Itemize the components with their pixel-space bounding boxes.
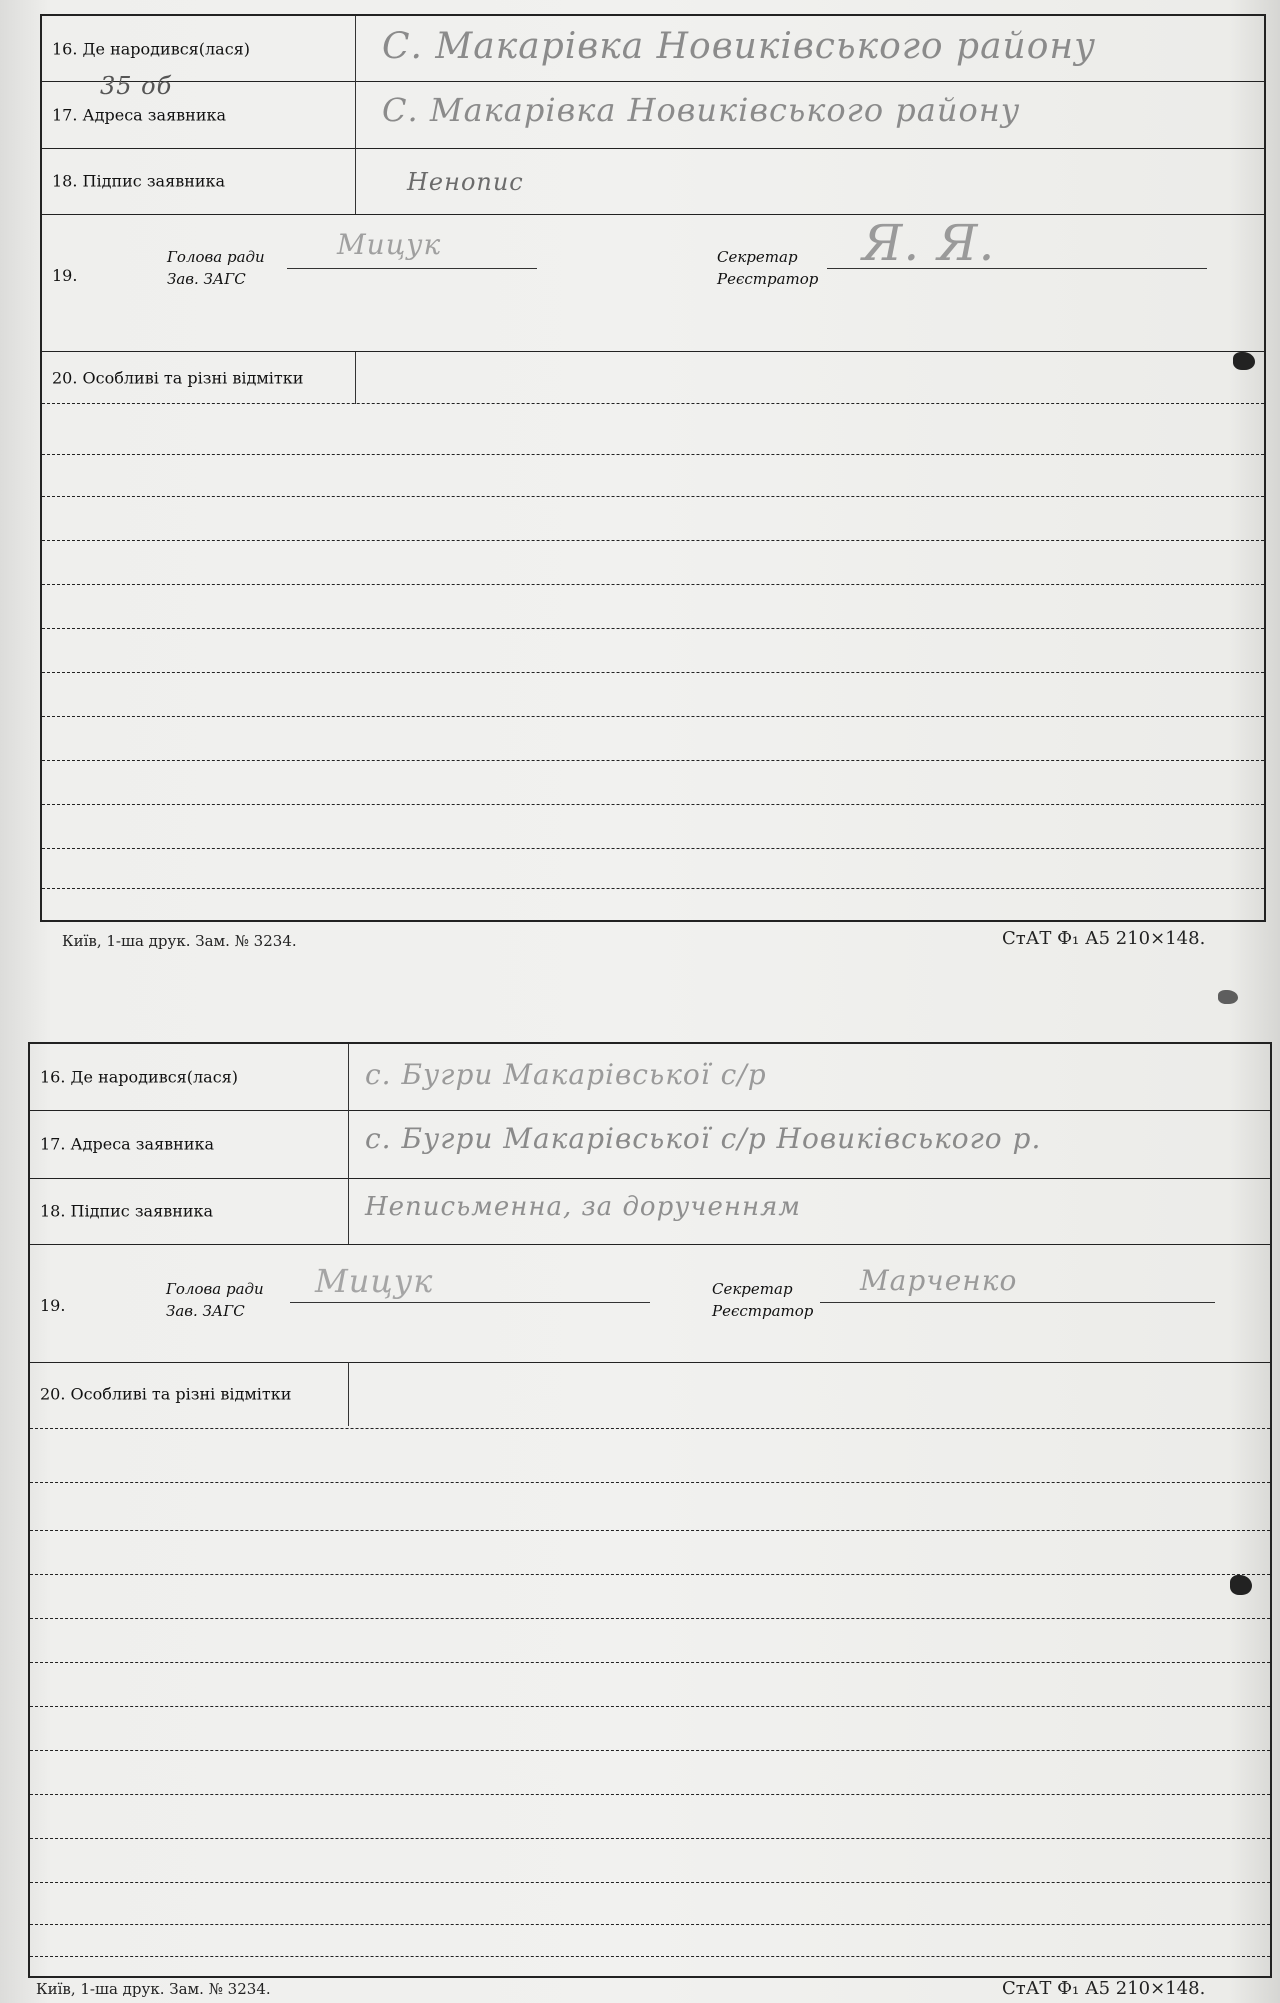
signature-line [290,1302,650,1303]
field-applicant-address [42,81,1264,149]
row-number: 19. [52,266,78,285]
ruled-line [30,1662,1270,1663]
ruled-line [42,672,1264,673]
footer-form-code: СтАТ Ф₁ А5 210×148. [1002,928,1206,949]
card-2 [28,1042,1272,1978]
field-value-handwritten: Неписьменна, за дорученням [365,1192,801,1222]
field-label: 17. Адреса заявника [52,105,227,124]
field-label: 17. Адреса заявника [40,1134,215,1154]
ruled-line [42,496,1264,497]
footer-form-code: СтАТ Ф₁ А5 210×148. [1002,1978,1206,1999]
registrar-title: Реєстратор [712,1302,814,1320]
ruled-line [42,628,1264,629]
secretary-title: Секретар [717,248,798,266]
footer-print-info: Київ, 1-ша друк. Зам. № 3234. [36,1980,271,1998]
signature-handwritten: Марченко [860,1264,1018,1297]
row-19-signatures [42,214,1264,339]
field-label: 18. Підпис заявника [40,1201,214,1221]
head-title: Голова ради [166,1280,264,1298]
ruled-line [42,454,1264,455]
ruled-line [30,1924,1270,1925]
field-label: 16. Де народився(лася) [52,39,250,58]
signature-handwritten: Мицук [315,1262,434,1300]
row-number: 19. [40,1296,66,1315]
field-value-handwritten: с. Бугри Макарівської с/р Новиківського р. [365,1122,1042,1155]
ruled-line [30,1618,1270,1619]
ruled-line [30,1706,1270,1707]
row-20-special-notes [30,1362,1270,1426]
field-label: 20. Особливі та різні відмітки [52,368,304,388]
ruled-line [30,1482,1270,1483]
signature-line [287,268,537,269]
ruled-line [42,584,1264,585]
ink-blot [1230,1575,1252,1595]
signature-line [820,1302,1215,1303]
field-label: 18. Підпис заявника [52,171,226,191]
ruled-line [42,716,1264,717]
field-applicant-signature [42,148,1264,215]
field-value-handwritten: с. Бугри Макарівської с/р [365,1058,767,1091]
field-label: 20. Особливі та різні відмітки [40,1384,292,1404]
ruled-line [30,1794,1270,1795]
signature-handwritten: Мицук [337,228,442,261]
row-20-special-notes [42,351,1264,404]
ruled-line [42,848,1264,849]
ink-blot [1218,990,1238,1004]
ruled-line [42,540,1264,541]
footer-print-info: Київ, 1-ша друк. Зам. № 3234. [62,932,297,950]
field-applicant-signature [30,1178,1270,1245]
row-19-signatures [30,1244,1270,1363]
ruled-line [30,1530,1270,1531]
ruled-line [30,1838,1270,1839]
field-value-handwritten: Ненопис [407,168,524,196]
head-title: Голова ради [167,248,265,266]
ruled-line [30,1428,1270,1429]
field-value-handwritten: С. Макарівка Новиківського району [382,91,1021,129]
ruled-line [30,1882,1270,1883]
signature-handwritten: Я. Я. [862,214,996,272]
secretary-title: Секретар [712,1280,793,1298]
ruled-line [30,1750,1270,1751]
ruled-line [42,888,1264,889]
field-label: 16. Де народився(лася) [40,1067,238,1087]
ink-blot [1233,352,1255,370]
card-1 [40,14,1266,922]
registrar-title: Реєстратор [717,270,819,288]
margin-note: 35 об [100,72,173,100]
field-value-handwritten: С. Макарівка Новиківського району [382,26,1097,67]
ruled-line [30,1956,1270,1957]
ruled-line [42,804,1264,805]
ruled-line [42,760,1264,761]
ruled-line [42,403,1264,404]
ruled-line [30,1574,1270,1575]
field-applicant-address [30,1110,1270,1179]
field-birthplace [42,16,1264,82]
zags-title: Зав. ЗАГС [167,270,246,288]
zags-title: Зав. ЗАГС [166,1302,245,1320]
field-birthplace [30,1044,1270,1111]
